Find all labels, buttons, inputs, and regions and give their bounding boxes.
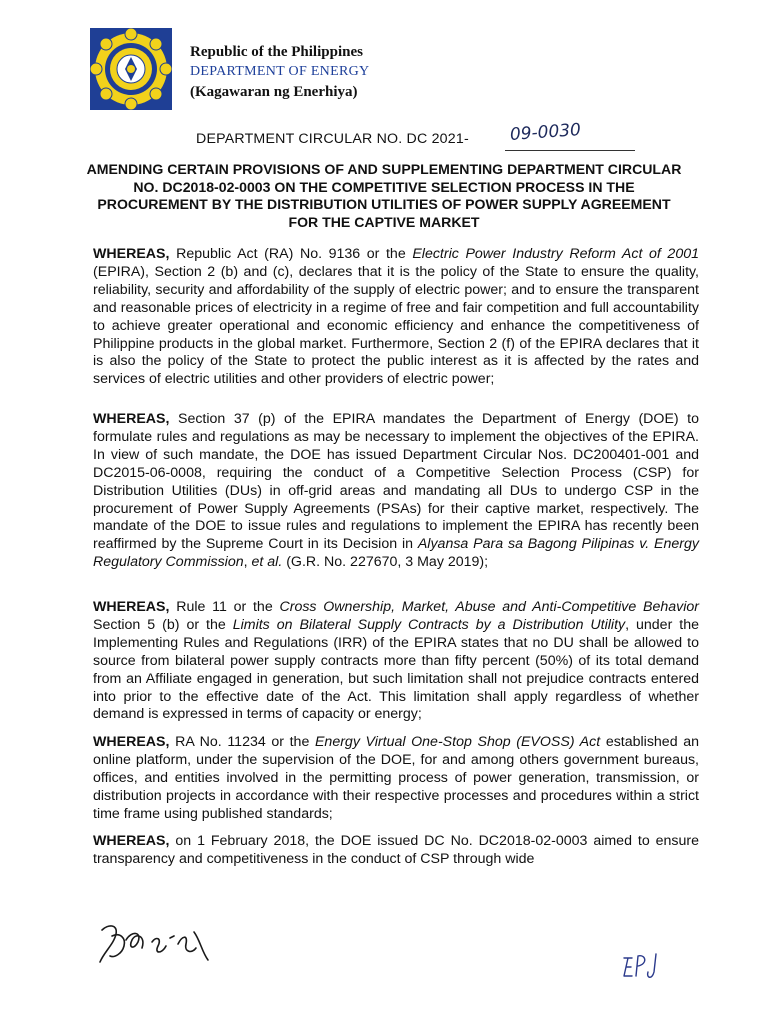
whereas-paragraph-2	[93, 411, 699, 572]
republic-line: Republic of the Philippines	[190, 44, 363, 60]
paragraph-italic: et al.	[251, 554, 283, 571]
whereas-lead: WHEREAS,	[93, 833, 170, 849]
paragraph-text: on 1 February 2018, the DOE issued DC No. DC2018-02-0003 aimed to ensure transparency and competitiveness in the conduct of CSP through wide	[93, 833, 699, 867]
paragraph-text: RA No. 11234 or the	[169, 734, 315, 750]
paragraph-text: ,	[243, 554, 252, 571]
paragraph-italic: Limits on Bilateral Supply Contracts by a Distribution Utility	[232, 616, 626, 633]
paragraph-text: Section 37 (p) of the EPIRA mandates the Department of Energy (DOE) to formulate rules and regulations as may be necessary to implement the objectives of the EPIRA. In view of such mandate, the DOE has issued Department Circular Nos. DC200401-001 and DC2015-06-0008, requiring the conduct of a Competitive Selection Process (CSP) for Distribution Utilities (DUs) in off-grid areas and mandating all DUs to undergo CSP in the procurement of Power Supply Agreements (PSAs) for their captive market, respectively. The mandate of the DOE to issue rules and regulations to implement the EPIRA has recently been reaffirmed by the Supreme Court in its Decision in	[93, 411, 699, 553]
circular-number-handwritten: 09-0030	[509, 120, 582, 145]
handwritten-initials	[620, 948, 668, 984]
whereas-lead: WHEREAS,	[93, 246, 170, 262]
whereas-lead: WHEREAS,	[93, 734, 170, 750]
handwritten-signature	[96, 918, 221, 968]
whereas-paragraph-5	[93, 833, 699, 869]
paragraph-text: (EPIRA), Section 2 (b) and (c), declares that it is the policy of the State to ensure the quality, reliability, security and affordability of the supply of electric power; and to ensure the transparent and reasonable prices of electricity in a regime of free and fair competition and full accountability to achieve greater operational and economic efficiency and enhance the competitiveness of Philippine products in the global market. Furthermore, Section 2 (f) of the EPIRA declares that it is also the policy of the State to protect the public interest as it is affected by the rates and services of electric utilities and other providers of electric power;	[93, 263, 699, 388]
whereas-lead: WHEREAS,	[93, 411, 170, 427]
paragraph-italic: Alyansa Para sa Bagong Pilipinas v. Energy Regulatory Commission	[93, 536, 700, 571]
department-name: DEPARTMENT OF ENERGY	[190, 64, 370, 79]
whereas-paragraph-1	[93, 246, 699, 389]
circular-number-underline	[505, 150, 635, 151]
paragraph-text: (G.R. No. 227670, 3 May 2019);	[282, 554, 489, 571]
doe-seal-logo	[90, 28, 172, 110]
paragraph-text: Section 5 (b) or the	[93, 616, 233, 633]
whereas-paragraph-4	[93, 734, 699, 824]
paragraph-italic: Cross Ownership, Market, Abuse and Anti-Competitive Behavior	[279, 599, 699, 615]
department-name-filipino: (Kagawaran ng Enerhiya)	[190, 84, 358, 100]
paragraph-text: established an online platform, under the supervision of the DOE, for and among others government bureaus, offices, and entities involved in the permitting process of power generation, transmission, or distribution projects in accordance with their respective processes and procedures within a strict time frame using published standards;	[93, 734, 699, 822]
circular-title: AMENDING CERTAIN PROVISIONS OF AND SUPPLEMENTING DEPARTMENT CIRCULAR NO. DC2018-02-0003 ON THE COMPETITIVE SELECTION PROCESS IN THE PROCUREMENT BY THE DISTRIBUTION UTILITIES OF POWER SUPPLY AGREEMENT FOR THE CAPTIVE MARKET	[86, 161, 682, 230]
whereas-paragraph-3	[93, 599, 699, 724]
letterhead	[190, 42, 369, 102]
paragraph-italic: Electric Power Industry Reform Act of 2001	[412, 246, 699, 262]
paragraph-italic: Energy Virtual One-Stop Shop (EVOSS) Act	[314, 734, 601, 750]
circular-label: DEPARTMENT CIRCULAR NO. DC 2021-	[196, 131, 469, 147]
paragraph-text: Republic Act (RA) No. 9136 or the	[169, 246, 413, 262]
whereas-lead: WHEREAS,	[93, 599, 170, 615]
paragraph-text: , under the Implementing Rules and Regulations (IRR) of the EPIRA states that no DU shall be allowed to source from bilateral power supply contracts more than fifty percent (50%) of its total demand from an Affiliate engaged in generation, but such limitation shall not prejudice contracts entered into prior to the effective date of the Act. This limitation shall apply regardless of whether demand is expressed in terms of capacity or energy;	[93, 616, 699, 723]
paragraph-text: Rule 11 or the	[169, 599, 280, 615]
